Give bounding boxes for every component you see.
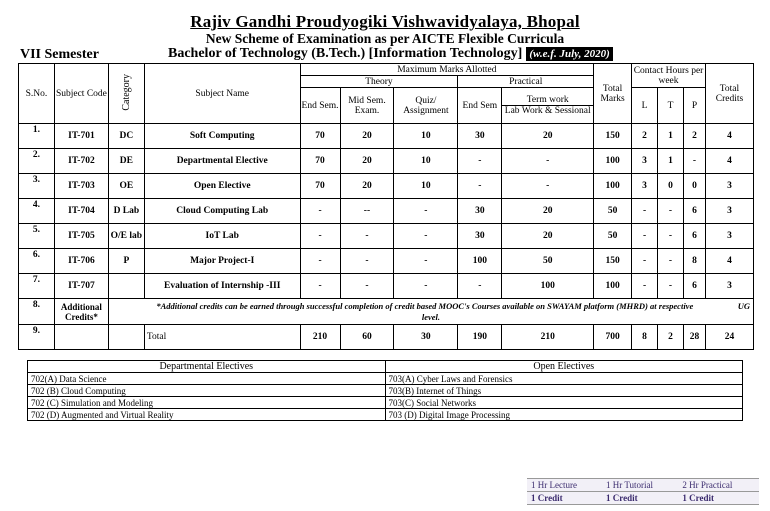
cell-P: 8 [683,249,705,274]
header-term-work [502,88,594,124]
cell-total-marks: 50 [594,224,632,249]
cell-mid-sem: - [340,274,394,299]
table-row [19,124,754,149]
legend-tutorial: 1 Hr Tutorial [602,479,678,492]
cell-credits: 3 [705,224,753,249]
dept-elective-item: 702(A) Data Science [28,373,386,385]
cell-theory-end: - [300,274,340,299]
legend-lecture-credit: 1 Credit [527,492,602,505]
scheme-table [18,63,754,350]
cell-P: 0 [683,174,705,199]
cell-total-marks: 100 [594,174,632,199]
note-line2: level. [421,311,441,322]
cell-category: D Lab [108,199,144,224]
cell-mid-sem: 20 [340,174,394,199]
scheme-title: New Scheme of Examination as per AICTE Flexible Curricula [205,31,565,46]
cell-sno: 6. [19,249,55,274]
header-T: T [658,88,684,124]
cell-mid-sem: 20 [340,149,394,174]
cell-mid-sem: - [340,224,394,249]
additional-credits-text: Additional Credits* [60,301,102,322]
cell-subject-name: Cloud Computing Lab [144,199,300,224]
additional-credits-note [108,299,753,325]
cell-subject-name: Soft Computing [144,124,300,149]
legend-tutorial-credit: 1 Credit [602,492,678,505]
cell-quiz: 10 [394,124,458,149]
cell-L: - [632,274,658,299]
total-label: Total [144,325,300,350]
cell-lab-work: 20 [502,124,594,149]
semester-label: VII Semester [20,47,99,62]
header-category-label: Category [120,73,132,111]
additional-credits-row [19,299,754,325]
dept-elective-item: 702 (C) Simulation and Modeling [28,397,386,409]
header-P: P [683,88,705,124]
header-contact-hours: Contact Hours per week [632,64,706,88]
cell-T: 0 [658,174,684,199]
cell-sno: 5. [19,224,55,249]
cell-theory-end: - [300,224,340,249]
open-electives-title: Open Electives [385,361,743,373]
cell-P: 6 [683,224,705,249]
total-mid-sem: 60 [340,325,394,350]
wef-badge: (w.e.f. July, 2020) [526,47,612,61]
legend-practical: 2 Hr Practical [678,479,759,492]
cell-L: - [632,224,658,249]
cell-subject-name: IoT Lab [144,224,300,249]
cell-category: P [108,249,144,274]
cell-empty [54,325,108,350]
cell-T: 1 [658,149,684,174]
header-max-marks: Maximum Marks Allotted [300,64,594,76]
note-ug: UG [737,300,750,311]
dept-elective-item: 702 (D) Augmented and Virtual Reality [28,409,386,421]
cell-practical-end: - [458,149,502,174]
cell-category: DC [108,124,144,149]
cell-credits: 4 [705,249,753,274]
dept-elective-item: 702 (B) Cloud Computing [28,385,386,397]
header-L: L [632,88,658,124]
cell-total-marks: 100 [594,149,632,174]
cell-P: 2 [683,124,705,149]
cell-quiz: 10 [394,149,458,174]
cell-sno: 8. [19,299,55,325]
open-elective-item: 703 (D) Digital Image Processing [385,409,743,421]
open-elective-item: 703(C) Social Networks [385,397,743,409]
electives-table [27,360,743,421]
cell-subject-name: Open Elective [144,174,300,199]
cell-L: 3 [632,174,658,199]
cell-lab-work: 20 [502,224,594,249]
cell-credits: 3 [705,199,753,224]
cell-practical-end: 100 [458,249,502,274]
cell-lab-work: 100 [502,274,594,299]
cell-subject-name: Departmental Elective [144,149,300,174]
cell-empty [108,325,144,350]
cell-P: - [683,149,705,174]
cell-category: O/E lab [108,224,144,249]
cell-credits: 3 [705,274,753,299]
cell-quiz: - [394,199,458,224]
program-label: Bachelor of Technology (B.Tech.) [Information Technology] [168,46,523,61]
table-row [19,149,754,174]
cell-total-marks: 150 [594,249,632,274]
cell-sno: 4. [19,199,55,224]
cell-quiz: - [394,274,458,299]
cell-total-marks: 50 [594,199,632,224]
table-row [19,274,754,299]
header-practical: Practical [458,76,594,88]
cell-L: 3 [632,149,658,174]
cell-theory-end: - [300,199,340,224]
cell-category: DE [108,149,144,174]
cell-theory-end: 70 [300,124,340,149]
total-lab-work: 210 [502,325,594,350]
header-theory-end-sem: End Sem. [300,88,340,124]
cell-mid-sem: -- [340,199,394,224]
cell-code: IT-701 [54,124,108,149]
cell-credits: 4 [705,149,753,174]
credit-legend [527,478,759,505]
cell-theory-end: - [300,249,340,274]
cell-T: - [658,199,684,224]
table-row [19,199,754,224]
header-lab-work: Lab Work & Sessional [504,106,591,116]
total-row [19,325,754,350]
cell-code: IT-703 [54,174,108,199]
total-P: 28 [683,325,705,350]
legend-lecture: 1 Hr Lecture [527,479,602,492]
header-term-work-label: Term work [502,95,593,106]
cell-sno: 3. [19,174,55,199]
total-quiz: 30 [394,325,458,350]
header-quiz: Quiz/ Assignment [394,88,458,124]
cell-practical-end: 30 [458,199,502,224]
cell-quiz: - [394,224,458,249]
cell-theory-end: 70 [300,174,340,199]
header-subject-code: Subject Code [54,64,108,124]
cell-quiz: 10 [394,174,458,199]
cell-sno: 1. [19,124,55,149]
legend-practical-credit: 1 Credit [678,492,759,505]
table-row [19,249,754,274]
cell-practical-end: 30 [458,124,502,149]
cell-P: 6 [683,274,705,299]
cell-category: OE [108,174,144,199]
open-elective-item: 703(A) Cyber Laws and Forensics [385,373,743,385]
open-elective-item: 703(B) Internet of Things [385,385,743,397]
cell-code: IT-705 [54,224,108,249]
cell-credits: 4 [705,124,753,149]
cell-quiz: - [394,249,458,274]
table-row [19,224,754,249]
cell-lab-work: - [502,174,594,199]
cell-practical-end: - [458,274,502,299]
cell-subject-name: Evaluation of Internship -III [144,274,300,299]
cell-L: 2 [632,124,658,149]
departmental-electives-title: Departmental Electives [28,361,386,373]
total-marks: 700 [594,325,632,350]
cell-code: IT-704 [54,199,108,224]
cell-mid-sem: - [340,249,394,274]
total-credits: 24 [705,325,753,350]
program-title [168,46,613,62]
header-subject-name: Subject Name [144,64,300,124]
header-total-marks: Total Marks [594,64,632,124]
cell-L: - [632,249,658,274]
cell-lab-work: - [502,149,594,174]
cell-total-marks: 150 [594,124,632,149]
university-title: Rajiv Gandhi Proudyogiki Vishwavidyalaya, Bhopal [190,12,580,31]
cell-mid-sem: 20 [340,124,394,149]
header-theory: Theory [300,76,458,88]
cell-credits: 3 [705,174,753,199]
cell-T: - [658,274,684,299]
cell-T: - [658,224,684,249]
header-sno: S.No. [19,64,55,124]
cell-lab-work: 20 [502,199,594,224]
table-row [19,174,754,199]
cell-practical-end: 30 [458,224,502,249]
cell-sno: 7. [19,274,55,299]
cell-T: 1 [658,124,684,149]
header-practical-end-sem: End Sem [458,88,502,124]
note-line1: *Additional credits can be earned through successful completion of credit based MOOC's Courses available on SWAYAM platform (MHRD) at respective [156,300,694,311]
cell-L: - [632,199,658,224]
cell-subject-name: Major Project-I [144,249,300,274]
cell-lab-work: 50 [502,249,594,274]
cell-sno: 9. [19,325,55,350]
cell-T: - [658,249,684,274]
total-practical-end: 190 [458,325,502,350]
cell-theory-end: 70 [300,149,340,174]
cell-code: IT-706 [54,249,108,274]
cell-practical-end: - [458,174,502,199]
cell-P: 6 [683,199,705,224]
total-theory-end: 210 [300,325,340,350]
additional-credits-label [54,299,108,325]
cell-code: IT-707 [54,274,108,299]
header-category [108,64,144,124]
cell-category [108,274,144,299]
subject-rows [19,124,754,350]
header-total-credits: Total Credits [705,64,753,124]
total-T: 2 [658,325,684,350]
cell-total-marks: 100 [594,274,632,299]
cell-code: IT-702 [54,149,108,174]
header-mid-sem: Mid Sem. Exam. [340,88,394,124]
total-L: 8 [632,325,658,350]
cell-sno: 2. [19,149,55,174]
